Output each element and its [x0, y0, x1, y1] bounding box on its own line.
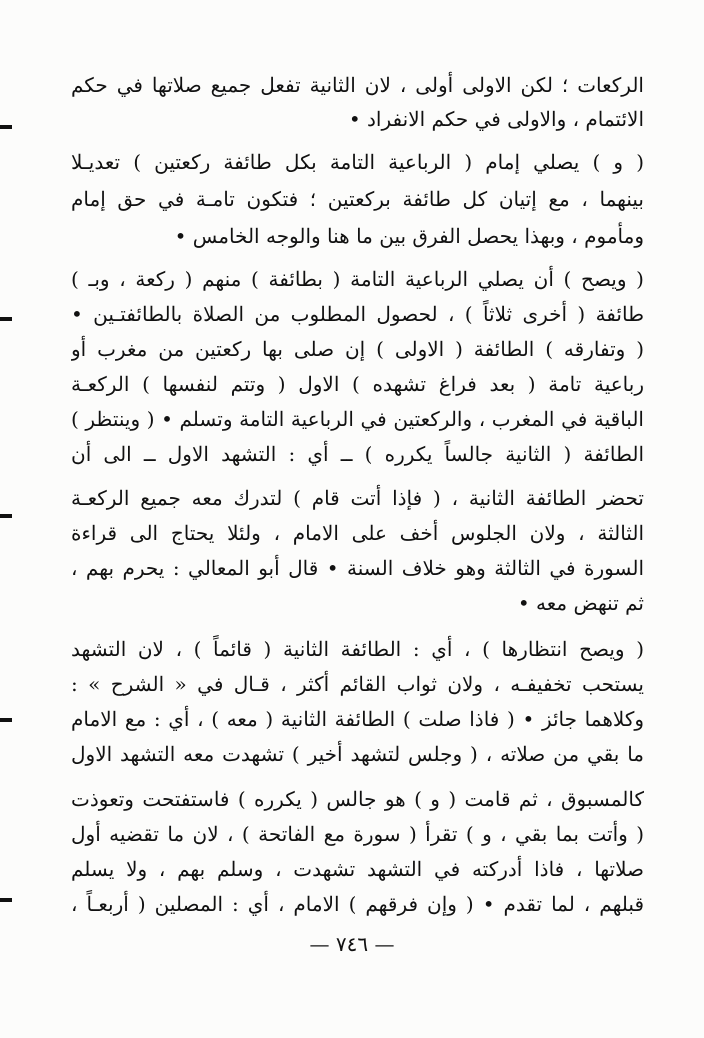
text-line: ثم تنهض معه •	[517, 591, 644, 615]
text-line: تحضر الطائفة الثانية ، ( فإذا أتت قام ) لتدرك معه جميع الركعـة	[71, 486, 644, 510]
text-line: كالمسبوق ، ثم قامت ( و ) هو جالس ( يكرره ) فاستفتحت وتعوذت	[71, 787, 644, 811]
text-line: ( وأتت بما بقي ، و ) تقرأ ( سورة مع الفاتحة ) ، لان ما تقضيه أول	[71, 822, 644, 846]
text-line: ومأموم ، وبهذا يحصل الفرق بين ما هنا والوجه الخامس •	[174, 224, 644, 248]
text-line: ( ويصح ) أن يصلي الرباعية التامة ( بطائفة ) منهم ( ركعة ، وبـ )	[71, 267, 644, 291]
text-line: الركعات ؛ لكن الاولى أولى ، لان الثانية تفعل جميع صلاتها في حكم	[71, 73, 644, 97]
margin-mark	[0, 125, 12, 129]
text-line: الطائفة ( الثانية جالساً يكرره ) ــ أي : التشهد الاول ــ الى أن	[71, 442, 644, 466]
text-line: صلاتها ، فاذا أدركته في التشهد تشهدت ، وسلم بهم ، ولا يسلم	[71, 857, 644, 881]
margin-mark	[0, 718, 12, 722]
margin-mark	[0, 317, 12, 321]
text-line: وكلاهما جائز • ( فاذا صلت ) الطائفة الثانية ( معه ) ، أي : مع الامام	[71, 707, 644, 731]
text-line: رباعية تامة ( بعد فراغ تشهده ) الاول ( وتتم لنفسها ) الركعـة	[71, 372, 644, 396]
text-line: بينهما ، مع إتيان كل طائفة بركعتين ؛ فتكون تامـة في حق إمام	[71, 187, 644, 211]
text-line: السورة في الثالثة وهو خلاف السنة • قال أبو المعالي : يحرم بهم ،	[71, 556, 644, 580]
text-line: ما بقي من صلاته ، ( وجلس لتشهد أخير ) تشهدت معه التشهد الاول	[71, 742, 644, 766]
text-line: الباقية في المغرب ، والركعتين في الرباعية التامة وتسلم • ( وينتظر )	[71, 407, 644, 431]
text-line: قبلهم ، لما تقدم • ( وإن فرقهم ) الامام ، أي : المصلين ( أربعـاً ،	[71, 892, 644, 916]
page-number: — ٧٤٦ —	[309, 932, 395, 956]
margin-mark	[0, 898, 12, 902]
text-line: الثالثة ، ولان الجلوس أخف على الامام ، ولئلا يحتاج الى قراءة	[71, 521, 644, 545]
text-line: الائتمام ، والاولى في حكم الانفراد •	[348, 107, 644, 131]
text-line: طائفة ( أخرى ثلاثاً ) ، لحصول المطلوب من الصلاة بالطائفتـين •	[71, 302, 644, 326]
margin-mark	[0, 514, 12, 518]
text-line: ( ويصح انتظارها ) ، أي : الطائفة الثانية ( قائماً ) ، لان التشهد	[71, 637, 644, 661]
text-line: ( و ) يصلي إمام ( الرباعية التامة بكل طائفة ركعتين ) تعديـلا	[71, 150, 644, 174]
text-line: يستحب تخفيفـه ، ولان ثواب القائم أكثر ، قـال في « الشرح » :	[71, 672, 644, 696]
text-line: ( وتفارقه ) الطائفة ( الاولى ) إن صلى بها ركعتين من مغرب أو	[71, 337, 644, 361]
